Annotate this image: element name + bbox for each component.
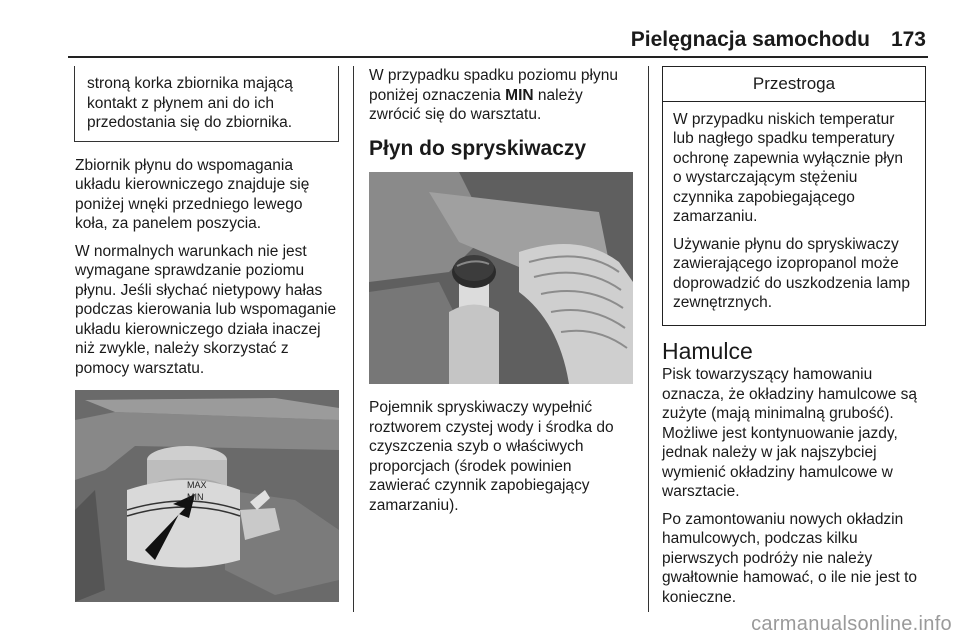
continued-warning-text: stroną korka zbiornika mającą kontakt z płynem ani do ich przedostania się do zbiornika.	[87, 75, 293, 131]
paragraph: Po zamontowaniu nowych okładzin hamulcowych, podczas kilku pierwszych podróży nie należy gwałtownie hamować, o ile nie jest to konieczne.	[662, 510, 918, 606]
column-divider-2	[648, 66, 649, 612]
paragraph: W normalnych warunkach nie jest wymagane sprawdzanie poziomu płynu. Jeśli słychać nietypowy hałas podczas kierowania lub wspomaganie układu kierowniczego działa inaczej niż zwykle, należy skorzystać z pomocy warsztatu.	[75, 242, 337, 377]
power-steering-reservoir-photo	[75, 390, 339, 602]
continued-warning-box	[74, 66, 339, 142]
paragraph: Pojemnik spryskiwaczy wypełnić roztworem czystej wody i środka do czyszczenia szyb o właściwych proporcjach (środek powinien zawierać czynnik zapobiegający zamarzaniu).	[369, 399, 614, 514]
column-1	[75, 66, 339, 602]
caution-paragraph: Używanie płynu do spryskiwaczy zawierającego izopropanol może doprowadzić do uszkodzenia lamp zewnętrznych.	[673, 235, 910, 311]
paragraph: Zbiornik płynu do wspomagania układu kierowniczego znajduje się poniżej wnęki przedniego lewego koła, za panelem poszycia.	[75, 156, 310, 232]
section-title-washer-fluid: Płyn do spryskiwaczy	[369, 136, 587, 160]
washer-reservoir-photo	[369, 172, 633, 384]
caution-body	[663, 102, 925, 325]
section-title-brakes: Hamulce	[662, 337, 753, 364]
caution-box	[662, 66, 926, 326]
reservoir-illustration	[75, 390, 339, 602]
column-3	[662, 66, 926, 615]
intro-paragraph	[369, 66, 633, 125]
page-header-title: Pielęgnacja samochodu	[630, 28, 870, 51]
column-2	[369, 66, 633, 523]
intro-text-post: należy zwrócić się do warsztatu.	[369, 86, 583, 123]
washer-reservoir-illustration	[369, 172, 633, 384]
intro-text-pre: W przypadku spadku poziomu płynu poniżej oznaczenia	[369, 67, 618, 104]
caution-paragraph: W przypadku niskich temperatur lub nagłego spadku temperatury ochronę zapewnia wyłącznie płyn o wystarczającym stężeniu czynnika zapobiegającego zamarzaniu.	[673, 110, 904, 225]
max-label: MAX	[187, 480, 207, 490]
header-divider	[68, 56, 928, 58]
min-mark-label: MIN	[505, 86, 534, 104]
column-divider-1	[353, 66, 354, 612]
watermark: carmanualsonline.info	[751, 613, 952, 635]
caution-header: Przestroga	[663, 67, 925, 102]
page-number: 173	[890, 28, 926, 51]
min-label: MIN	[187, 492, 204, 502]
paragraph: Pisk towarzyszący hamowaniu oznacza, że okładziny hamulcowe są zużyte (mają minimalną grubość). Możliwe jest kontynuowanie jazdy, jednak należy w jak najszybciej wymienić okładziny hamulcowe w warsztacie.	[662, 366, 918, 500]
